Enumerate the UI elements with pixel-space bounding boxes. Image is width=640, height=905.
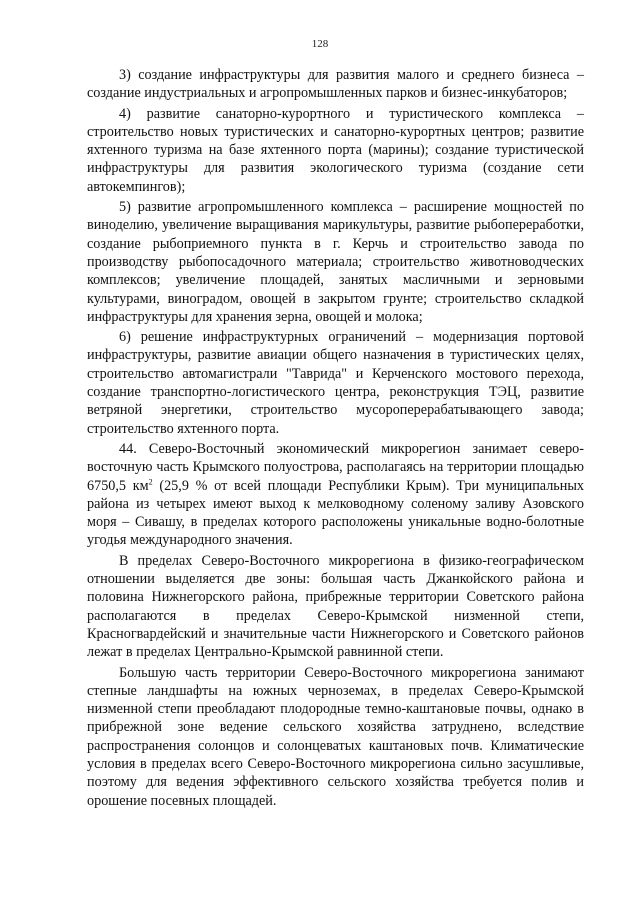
paragraph-item-3: 3) создание инфраструктуры для развития малого и среднего бизнеса – создание индустриальных и агропромышленных парков и бизнес-инкубаторов; xyxy=(87,67,584,102)
area-unit-superscript: 2 xyxy=(148,476,153,486)
paragraph-landscapes: Большую часть территории Северо-Восточного микрорегиона занимают степные ландшафты на южных черноземах, в пределах Северо-Крымской низменной степи преобладают плодородные темно-каштановые почвы, однако в прибрежной зоне ведение сельского хозяйства затруднено, вследствие распространения солонцов и солонцеватых каштановых почв. Климатические условия в пределах всего Северо-Восточного микрорегиона сильно засушливые, поэтому для ведения эффективного сельского хозяйства требуется полив и орошение посевных площадей. xyxy=(87,664,584,809)
paragraph-item-5: 5) развитие агропромышленного комплекса – расширение мощностей по виноделию, увеличение выращивания марикультуры, развитие рыбопереработки, создание рыбоприемного пункта в г. Керчь и строительство завода по производству рыбопосадочного материала; строительство животноводческих комплексов; увеличение площадей, занятых масличными и зерновыми культурами, виноградом, овощей в закрытом грунте; строительство складкой инфраструктуры для хранения зерна, овощей и молока; xyxy=(87,199,584,325)
page-number: 128 xyxy=(311,38,329,50)
paragraph-section-44 xyxy=(87,440,584,550)
paragraph-section-44-text-a: 44. Северо-Восточный экономический микрорегион занимает северо-восточную часть Крымского полуострова, располагаясь на территории площадью 6750,5 км xyxy=(87,440,584,494)
paragraph-physical-geography: В пределах Северо-Восточного микрорегиона в физико-географическом отношении выделяется две зоны: большая часть Джанкойского района и половина Нижнегорского района, прибрежные территории Советского района располагаются в пределах Северо-Крымской низменной степи, Красногвардейский и значительные части Нижнегорского и Советского районов лежат в пределах Центрально-Крымской равнинной степи. xyxy=(87,552,584,661)
paragraph-item-4: 4) развитие санаторно-курортного и туристического комплекса – строительство новых туристических и санаторно-курортных центров; развитие яхтенного туризма на базе яхтенного порта (марины); создание туристической инфраструктуры для развития экологического туризма (создание сети автокемпингов); xyxy=(87,105,584,195)
body-text xyxy=(87,66,584,812)
paragraph-section-44-text-b: (25,9 % от всей площади Республики Крым). Три муниципальных района из четырех имеют выход к мелководному соленому заливу Азовского моря – Сивашу, в пределах которого расположены уникальные водно-болотные угодья международного значения. xyxy=(87,477,584,549)
paragraph-item-6: 6) решение инфраструктурных ограничений – модернизация портовой инфраструктуры, развитие авиации общего назначения в туристических целях, строительство автомагистрали "Таврида" и Керченского мостового перехода, создание транспортно-логистического центра, реконструкция ТЭЦ, развитие ветряной энергетики, строительство мусороперерабатывающего завода; строительство яхтенного порта. xyxy=(87,329,584,437)
